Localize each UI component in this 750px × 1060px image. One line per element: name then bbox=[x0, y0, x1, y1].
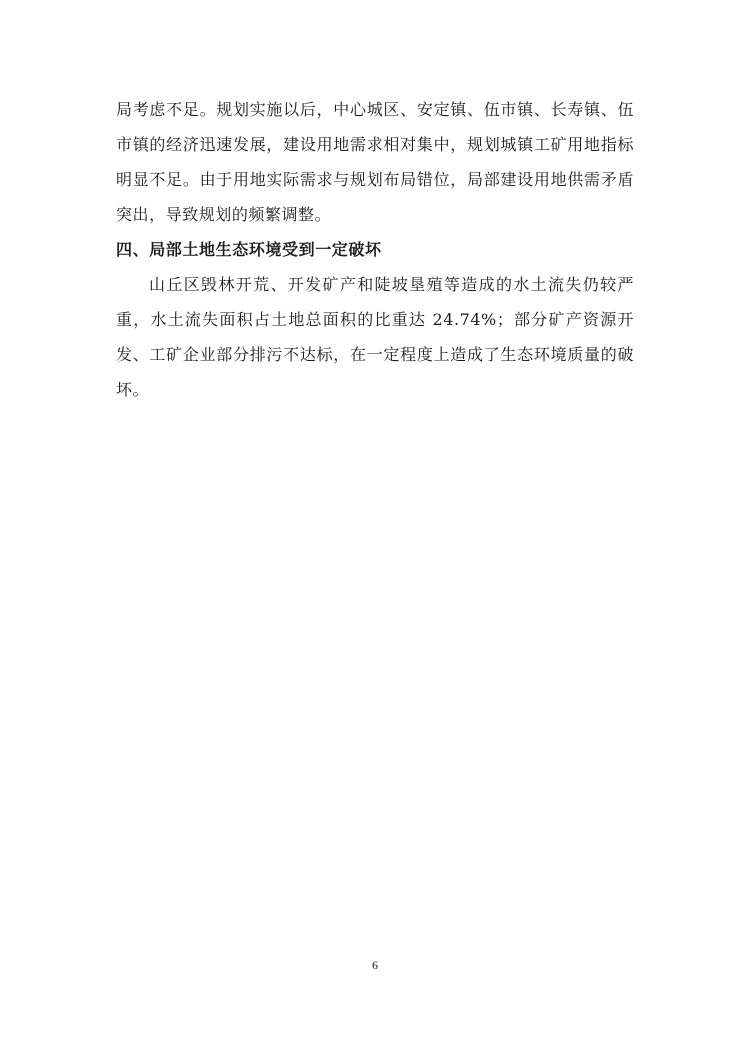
page-number: 6 bbox=[372, 958, 378, 972]
section-heading: 四、局部土地生态环境受到一定破坏 bbox=[116, 240, 382, 259]
body-paragraph: 局考虑不足。规划实施以后，中心城区、安定镇、伍市镇、长寿镇、伍市镇的经济迅速发展，建设用地需求相对集中，规划城镇工矿用地指标明显不足。由于用地实际需求与规划布局错位，局部建设用地供需矛盾突出，导致规划的频繁调整。 bbox=[116, 100, 634, 224]
page-body bbox=[116, 92, 634, 407]
body-paragraph: 山丘区毁林开荒、开发矿产和陡坡垦殖等造成的水土流失仍较严重，水土流失面积占土地总面积的比重达 24.74%；部分矿产资源开发、工矿企业部分排污不达标，在一定程度上造成了生态环境质量的破坏。 bbox=[116, 275, 634, 399]
